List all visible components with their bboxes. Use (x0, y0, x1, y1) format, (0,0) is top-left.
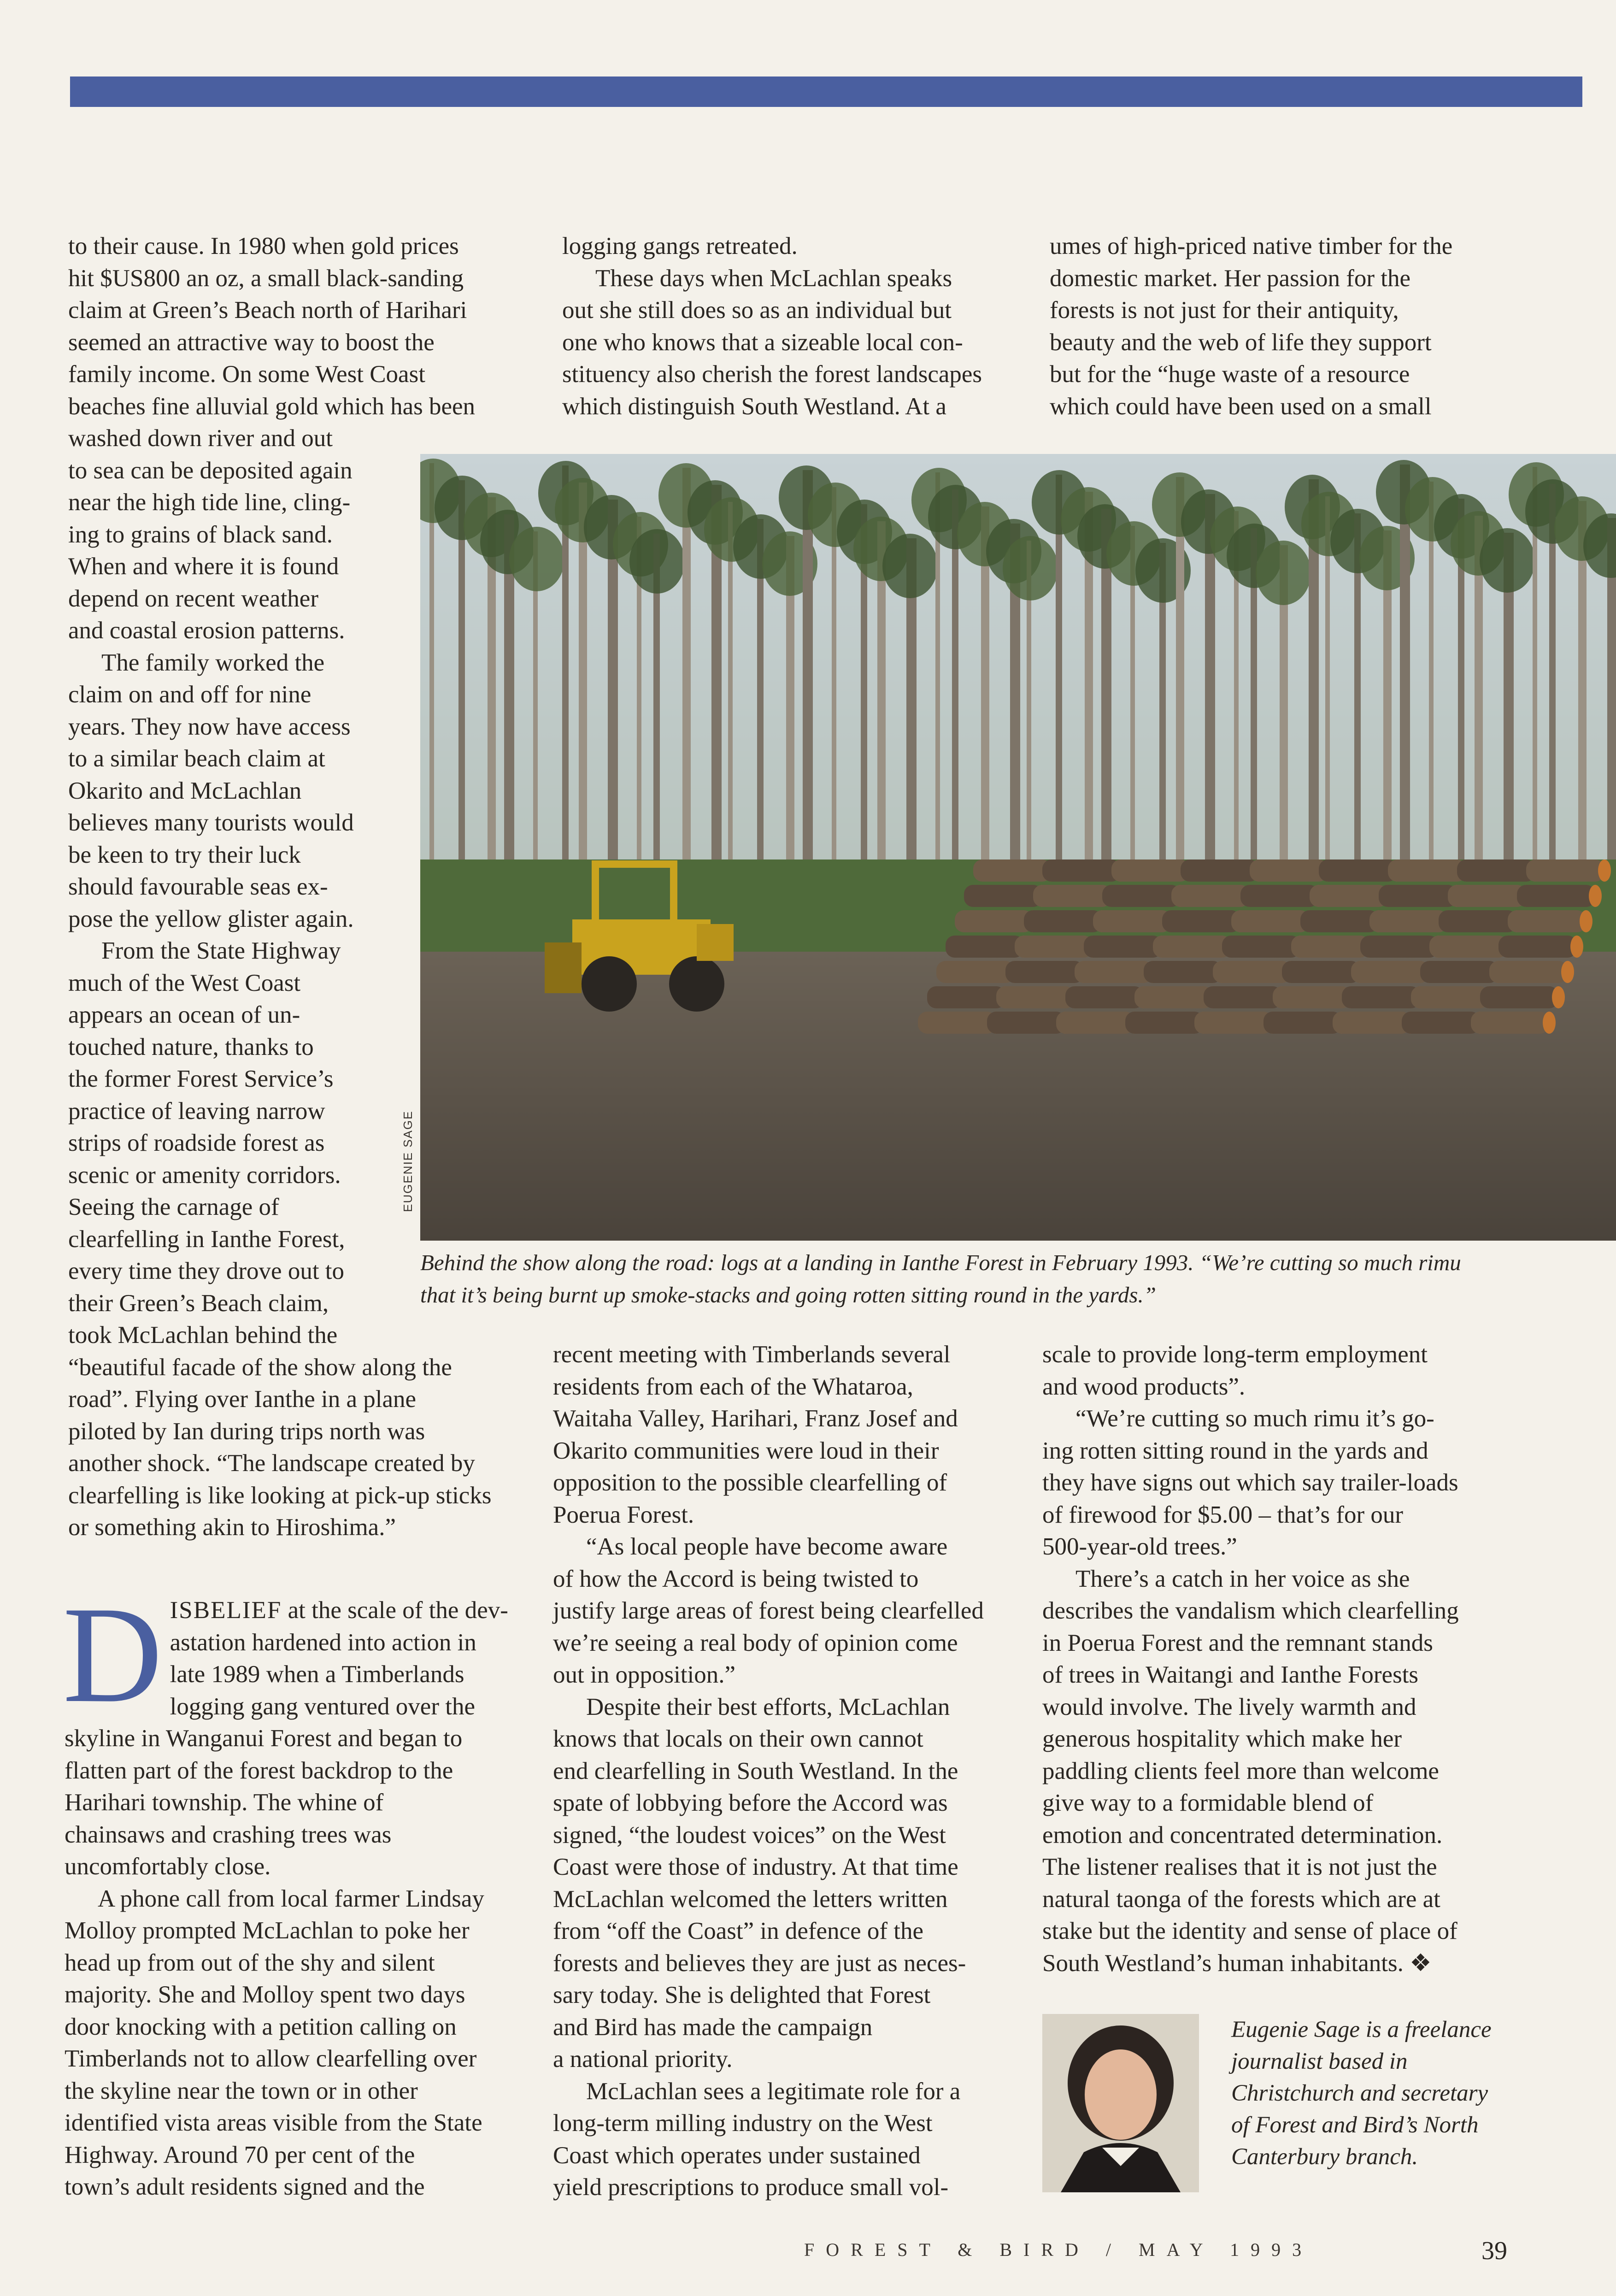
text-line: Despite their best efforts, McLachlan (586, 1693, 950, 1720)
log (1282, 961, 1360, 983)
tree-trunk (1205, 494, 1215, 915)
text-line: ing rotten sitting round in the yards and (1042, 1437, 1428, 1464)
text-line: uncomfortably close. (65, 1853, 271, 1880)
log (1300, 910, 1379, 932)
log (1171, 885, 1250, 907)
text-line: A phone call from local farmer Lindsay (98, 1885, 484, 1912)
text-line: When and where it is found (68, 553, 339, 580)
text-line: South Westland’s human inhabitants. ❖ (1042, 1949, 1432, 1977)
text-line: logging gang ventured over the (170, 1693, 475, 1720)
text-line: McLachlan sees a legitimate role for a (586, 2078, 961, 2105)
log (1480, 986, 1558, 1008)
text-line: in Poerua Forest and the remnant stands (1042, 1629, 1433, 1656)
text-line: These days when McLachlan speaks (595, 265, 952, 292)
log (1042, 860, 1121, 882)
text-line: Seeing the carnage of (68, 1194, 279, 1220)
text-line: forests is not just for their antiquity, (1050, 297, 1399, 324)
tree-trunk (1325, 496, 1330, 915)
log (1351, 961, 1429, 983)
text-line: pose the yellow glister again. (68, 905, 354, 932)
text-line: believes many tourists would (68, 809, 354, 836)
log (1111, 860, 1190, 882)
text-line: Canterbury branch. (1231, 2144, 1418, 2170)
header-accent-band (70, 77, 1582, 107)
text-line: depend on recent weather (68, 585, 318, 612)
text-line: appears an ocean of un- (68, 1001, 300, 1028)
tree-canopy (509, 527, 564, 591)
running-footer: FOREST & BIRD / MAY 1993 (804, 2239, 1313, 2260)
log (1015, 936, 1093, 958)
log (1429, 936, 1508, 958)
text-line: out she still does so as an individual but (562, 297, 952, 324)
tree-canopy (1256, 541, 1311, 605)
text-line: yield prescriptions to produce small vol- (553, 2174, 949, 2201)
log-end (1552, 986, 1565, 1008)
log (1508, 910, 1586, 932)
text-line: flatten part of the forest backdrop to the (65, 1757, 453, 1784)
text-line: emotion and concentrated determination. (1042, 1821, 1443, 1849)
text-line: practice of leaving narrow (68, 1097, 325, 1124)
text-line: Harihari township. The whine of (65, 1789, 384, 1816)
text-line: Eugenie Sage is a freelance (1231, 2017, 1492, 2043)
text-line: claim on and off for nine (68, 681, 311, 708)
text-line: every time they drove out to (68, 1258, 345, 1284)
log (1379, 885, 1457, 907)
text-line: “As local people have become aware (586, 1533, 948, 1560)
text-line: generous hospitality which make her (1042, 1725, 1402, 1752)
log (1093, 910, 1171, 932)
text-line: the skyline near the town or in other (65, 2077, 418, 2104)
log (1102, 885, 1181, 907)
text-line: spate of lobbying before the Accord was (553, 1790, 948, 1816)
text-line: to their cause. In 1980 when gold prices (68, 233, 459, 259)
log (1144, 961, 1222, 983)
text-line: family income. On some West Coast (68, 361, 425, 388)
article-column-3-bottom (1042, 1339, 1545, 1979)
text-line: majority. She and Molloy spent two days (65, 1981, 465, 2008)
log (1263, 1012, 1342, 1034)
text-line: From the State Highway (101, 937, 341, 964)
log (1075, 961, 1153, 983)
log (927, 986, 1005, 1008)
text-line: Coast which operates under sustained (553, 2142, 921, 2169)
text-line: logging gangs retreated. (562, 233, 798, 259)
tree-trunk (682, 468, 691, 915)
tree-canopy (882, 534, 938, 598)
tree-canopy (1003, 536, 1058, 600)
tree-trunk (429, 463, 434, 915)
log (1310, 885, 1388, 907)
text-line: be keen to try their luck (68, 841, 301, 868)
drop-cap: D (63, 1578, 163, 1731)
text-line: beauty and the web of life they support (1050, 329, 1432, 356)
text-line: claim at Green’s Beach north of Harihari (68, 297, 467, 324)
text-line: stituency also cherish the forest landscapes (562, 361, 982, 388)
text-line: one who knows that a sizeable local con- (562, 329, 963, 356)
text-line: Okarito communities were loud in their (553, 1437, 939, 1464)
text-line: clearfelling in Ianthe Forest, (68, 1225, 345, 1253)
log (964, 885, 1042, 907)
log (1033, 885, 1111, 907)
text-line: ing to grains of black sand. (68, 521, 333, 548)
article-column-2-top (562, 230, 1023, 423)
log (1240, 885, 1319, 907)
log (1517, 885, 1595, 907)
log (1291, 936, 1369, 958)
text-line: of trees in Waitangi and Ianthe Forests (1042, 1661, 1419, 1688)
text-line: would involve. The lively warmth and (1042, 1693, 1416, 1720)
text-line: scale to provide long-term employment (1042, 1341, 1428, 1368)
text-line: the former Forest Service’s (68, 1066, 334, 1092)
tree-trunk (981, 506, 989, 915)
text-line: we’re seeing a real body of opinion come (553, 1629, 958, 1656)
log-end (1580, 910, 1592, 932)
text-line: astation hardened into action in (170, 1629, 476, 1656)
text-line: Waitaha Valley, Harihari, Franz Josef and (553, 1405, 958, 1432)
text-line: Okarito and McLachlan (68, 777, 302, 804)
lead-word: ISBELIEF (170, 1597, 282, 1624)
log (1420, 961, 1498, 983)
log (1471, 1012, 1549, 1034)
text-line: Molloy prompted McLachlan to poke her (65, 1917, 470, 1944)
log (1319, 860, 1397, 882)
log (1273, 986, 1351, 1008)
text-line: should favourable seas ex- (68, 873, 328, 900)
log (1194, 1012, 1273, 1034)
text-line: Coast were those of industry. At that time (553, 1854, 958, 1880)
text-line: Highway. Around 70 per cent of the (65, 2141, 415, 2168)
text-line: near the high tide line, cling- (68, 489, 351, 516)
text-line: The listener realises that it is not just the (1042, 1854, 1437, 1880)
text-line: and coastal erosion patterns. (68, 617, 345, 644)
log (973, 860, 1052, 882)
tree-trunk (1578, 501, 1587, 915)
tree-trunk (1429, 482, 1434, 915)
text-line: identified vista areas visible from the State (65, 2109, 482, 2136)
tree-trunk (803, 470, 813, 915)
log (1498, 936, 1577, 958)
log (1162, 910, 1240, 932)
tree-trunk (952, 489, 958, 915)
log-end (1598, 860, 1611, 882)
text-line: and Bird has made the campaign (553, 2013, 873, 2041)
log (936, 961, 1015, 983)
text-line: Timberlands not to allow clearfelling over (65, 2045, 477, 2072)
text-line: give way to a formidable blend of (1042, 1790, 1374, 1816)
text-line: stake but the identity and sense of place of (1042, 1918, 1457, 1944)
author-bio (1231, 2014, 1517, 2173)
text-line: recent meeting with Timberlands several (553, 1341, 951, 1368)
log (1457, 860, 1535, 882)
log (1222, 936, 1300, 958)
text-line: clearfelling is like looking at pick-up sticks (68, 1482, 492, 1509)
text-line: umes of high-priced native timber for the (1050, 233, 1453, 259)
text-line: chainsaws and crashing trees was (65, 1821, 392, 1848)
text-line: beaches fine alluvial gold which has been (68, 393, 476, 420)
text-line: natural taonga of the forests which are at (1042, 1885, 1440, 1913)
log (1402, 1012, 1480, 1034)
photo-caption (420, 1247, 1600, 1311)
log (1250, 860, 1328, 882)
text-line: road”. Flying over Ianthe in a plane (68, 1386, 416, 1413)
text-line: strips of roadside forest as (68, 1130, 325, 1156)
text-line: head up from out of the shy and silent (65, 1949, 435, 1976)
log (955, 910, 1033, 932)
text-line: journalist based in (1231, 2049, 1408, 2074)
logging-landing-photo (420, 454, 1616, 1241)
log (1134, 986, 1213, 1008)
text-line: domestic market. Her passion for the (1050, 265, 1410, 292)
log (1153, 936, 1231, 958)
log (1439, 910, 1517, 932)
text-line: washed down river and out (68, 425, 333, 452)
text-line: of firewood for $5.00 – that’s for our (1042, 1501, 1404, 1528)
text-line: Christchurch and secretary (1231, 2080, 1488, 2106)
text-line: 500-year-old trees.” (1042, 1533, 1237, 1560)
caption-line: Behind the show along the road: logs at a landing in Ianthe Forest in February 1993. “We’re cutting so much rimu (420, 1250, 1461, 1275)
tree-trunk (1101, 509, 1111, 915)
tree-canopy (629, 529, 685, 594)
log (1231, 910, 1310, 932)
log (1181, 860, 1259, 882)
log (946, 936, 1024, 958)
tree-trunk (1056, 475, 1062, 915)
log-end (1570, 936, 1583, 958)
text-line: from “off the Coast” in defence of the (553, 1918, 924, 1944)
log (996, 986, 1075, 1008)
caption-line: that it’s being burnt up smoke-stacks and going rotten sitting round in the yards.” (420, 1282, 1156, 1307)
log (1369, 910, 1448, 932)
text-line: scenic or amenity corridors. (68, 1161, 341, 1189)
tree-trunk (728, 502, 733, 915)
log (1024, 910, 1102, 932)
log (918, 1012, 996, 1034)
text-line: to a similar beach claim at (68, 745, 325, 772)
text-line: opposition to the possible clearfelling of (553, 1469, 947, 1496)
log-end (1561, 961, 1574, 983)
tree-trunk (1549, 484, 1556, 915)
text-line: piloted by Ian during trips north was (68, 1418, 425, 1445)
tree-trunk (832, 487, 836, 915)
text-line: town’s adult residents signed and the (65, 2173, 425, 2200)
article-column-2-bottom (553, 1339, 1023, 2204)
author-portrait (1042, 2014, 1199, 2192)
tree-trunk (1176, 477, 1184, 915)
log (1333, 1012, 1411, 1034)
text-line: but for the “huge waste of a resource (1050, 361, 1410, 388)
text-line: they have signs out which say trailer-loads (1042, 1469, 1458, 1496)
text-line: touched nature, thanks to (68, 1033, 314, 1060)
text-line: McLachlan welcomed the letters written (553, 1885, 948, 1913)
text-line: and wood products”. (1042, 1373, 1246, 1400)
text-line: their Green’s Beach claim, (68, 1289, 329, 1317)
log (1448, 885, 1526, 907)
text-line: door knocking with a petition calling on (65, 2013, 457, 2040)
log (1056, 1012, 1134, 1034)
article-column-1-bottom (63, 1578, 530, 2203)
log (1526, 860, 1604, 882)
tree-trunk (608, 500, 618, 915)
log-end (1543, 1012, 1556, 1034)
text-line: seemed an attractive way to boost the (68, 329, 435, 356)
log (1125, 1012, 1204, 1034)
tree-canopy (1480, 528, 1535, 593)
log (1084, 936, 1162, 958)
page-number: 39 (1481, 2237, 1507, 2265)
tree-trunk (1354, 513, 1361, 915)
text-line: describes the vandalism which clearfelling (1042, 1597, 1459, 1624)
photo-credit: EUGENIE SAGE (401, 1110, 415, 1212)
text-line: of Forest and Bird’s North (1231, 2112, 1479, 2138)
text-line: out in opposition.” (553, 1661, 736, 1688)
text-line: late 1989 when a Timberlands (170, 1661, 464, 1688)
log (987, 1012, 1065, 1034)
text-line: sary today. She is delighted that Forest (553, 1982, 931, 2008)
text-line: “beautiful facade of the show along the (68, 1354, 452, 1381)
log (1388, 860, 1466, 882)
text-line: years. They now have access (68, 713, 351, 740)
text-run: at the scale of the dev- (282, 1597, 508, 1624)
text-line: “We’re cutting so much rimu it’s go- (1075, 1405, 1434, 1432)
text-line: There’s a catch in her voice as she (1075, 1565, 1410, 1592)
text-line: Poerua Forest. (553, 1501, 694, 1528)
log (1005, 961, 1084, 983)
text-line: end clearfelling in South Westland. In the (553, 1757, 958, 1784)
text-line: which distinguish South Westland. At a (562, 393, 946, 420)
text-line: of how the Accord is being twisted to (553, 1565, 919, 1592)
text-line: residents from each of the Whataroa, (553, 1373, 913, 1400)
text-line: paddling clients feel more than welcome (1042, 1757, 1439, 1784)
text-line: a national priority. (553, 2046, 733, 2072)
text-line: signed, “the loudest voices” on the West (553, 1821, 946, 1849)
article-column-3-top (1050, 230, 1534, 423)
text-line: long-term milling industry on the West (553, 2110, 933, 2137)
tree-trunk (579, 483, 587, 915)
text-line: much of the West Coast (68, 969, 301, 996)
tree-trunk (458, 480, 465, 915)
text-line: which could have been used on a small (1050, 393, 1432, 420)
text-line: another shock. “The landscape created by (68, 1450, 475, 1477)
log (1342, 986, 1420, 1008)
text-line: hit $US800 an oz, a small black-sanding (68, 265, 464, 292)
text-line: The family worked the (101, 649, 325, 676)
tree-trunk (1400, 465, 1410, 915)
log-end (1589, 885, 1602, 907)
log (1065, 986, 1144, 1008)
log (1489, 961, 1568, 983)
text-line: or something akin to Hiroshima.” (68, 1514, 396, 1541)
text-line: knows that locals on their own cannot (553, 1725, 923, 1752)
log (1213, 961, 1291, 983)
text-line: to sea can be deposited again (68, 457, 353, 484)
text-line: justify large areas of forest being clearfelled (553, 1597, 984, 1624)
text-line: forests and believes they are just as neces- (553, 1949, 966, 1977)
text-line: skyline in Wanganui Forest and began to (65, 1725, 463, 1752)
log (1360, 936, 1439, 958)
log (1204, 986, 1282, 1008)
log (1411, 986, 1489, 1008)
text-line: took McLachlan behind the (68, 1322, 338, 1348)
